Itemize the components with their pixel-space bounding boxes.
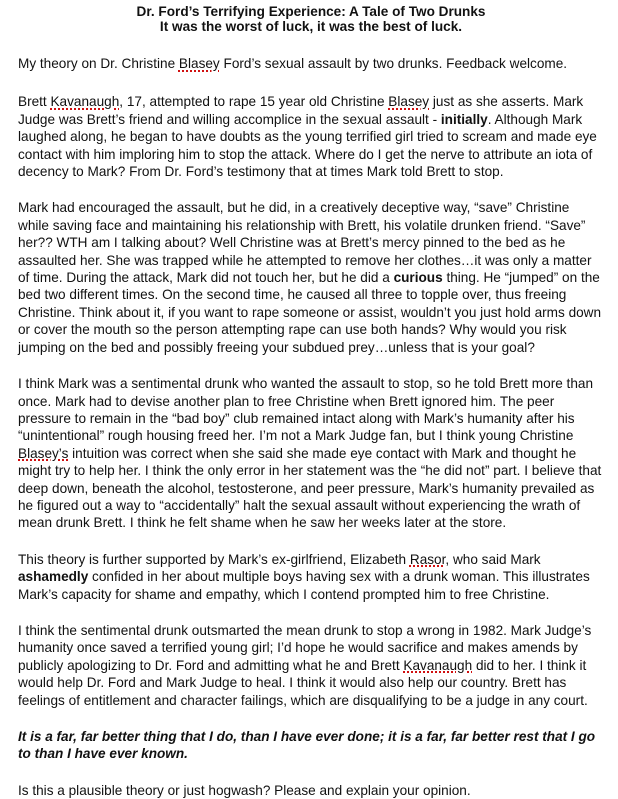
p5-text-1: I think the sentimental drunk outsmarted the mean drunk to stop a wrong in 1982. Mark Judge’s humanity once saved a terrified young girl; I’d hope he would sacrifice and makes amends by publicly apologizing to Dr. Ford and admitting what he and Brett <box>18 622 592 673</box>
p4-text-3: confided in her about multiple boys having sex with a drunk woman. This illustrates Mark’s capacity for shame and empathy, which I contend prompted him to free Christine. <box>18 569 590 602</box>
title-line-1: Dr. Ford’s Terrifying Experience: A Tale of Two Drunks <box>136 4 486 19</box>
p5-text-2: did to her. I think it would help Dr. Ford and Mark Judge to heal. I think it would also help our country. Brett has feelings of entitlement and character failings, which are disqualifying to be a judge in any court. <box>18 657 588 708</box>
p2-text-1: Mark had encouraged the assault, but he did, in a creatively deceptive way, “save” Christine while saving face and maintaining his relationship with Brett, his volatile drunken friend. “Save” her?? WTH am I talking about? Well Christine was at Brett’s mercy pinned to the bed as he assaulted her. She was trapped while he attempted to remove her clothes…it was only a matter of time. During the attack, Mark did not touch her, but he did a <box>18 200 592 286</box>
spellcheck-word: Kavanaugh <box>50 94 120 110</box>
p1-text-4: . Although Mark laughed along, he began to have doubts as the young terrified girl tried to scream and made eye contact with him imploring him to stop the attack. Where do I get the nerve to attribute an iota of decency to Mark? From Dr. Ford’s testimony that at times Mark told Brett to stop. <box>18 111 597 180</box>
spellcheck-word: Blasey’s <box>18 445 69 461</box>
p3-text-2: intuition was correct when she said she made eye contact with Mark and thought he might try to help her. I think the only error in her statement was the “he did not” part. I believe that deep down, beneath the alcohol, testosterone, and peer pressure, Mark’s humanity prevailed as he figured out a way to “accidentally” halt the sexual assault without experiencing the wrath of mean drunk Brett. I think he felt shame when he saw her weeks later at the store. <box>18 445 602 531</box>
paragraph-2 <box>18 199 604 356</box>
closing-quote: It is a far, far better thing that I do, than I have ever done; it is a far, far better rest that I go to than I have ever known. <box>18 729 596 762</box>
p3-text-1: I think Mark was a sentimental drunk who wanted the assault to stop, so he told Brett more than once. Mark had to devise another plan to free Christine when Brett ignored him. The peer pressure to remain in the “bad boy” club remained intact along with Mark’s humanity after his “unintentional” rough housing freed her. I’m not a Mark Judge fan, but I think young Christine <box>18 376 594 444</box>
paragraph-5 <box>18 622 604 709</box>
spellcheck-word: Blasey <box>178 56 220 71</box>
p4-text-1: This theory is further supported by Mark’s ex-girlfriend, Elizabeth <box>18 551 410 567</box>
paragraph-4 <box>18 551 604 603</box>
closing-question: Is this a plausible theory or just hogwash? Please and explain your opinion. <box>18 782 471 798</box>
spellcheck-word: Blasey <box>388 94 430 110</box>
p1-text-3: just as she asserts. Mark Judge was Brett’s friend and willing accomplice in the sexual assault - <box>18 94 584 127</box>
emphasis-word: curious <box>393 270 443 286</box>
p2-text-2: thing. He “jumped” on the bed two different times. On the second time, he caused all three to topple over, thus freeing Christine. Think about it, if you want to rape someone or assist, wouldn’t you just hold arms down or cover the mouth so the person attempting rape can use both hands? Why would you risk jumping on the bed and possibly freeing your subdued prey…unless that is your goal? <box>18 270 602 355</box>
spellcheck-word: Rasor <box>409 551 446 567</box>
title-line-2: It was the worst of luck, it was the best of luck. <box>159 19 463 34</box>
intro-text-1: My theory on Dr. Christine <box>18 56 179 71</box>
document-title <box>18 4 604 34</box>
spellcheck-word: Kavanaugh <box>403 657 473 673</box>
emphasis-word: initially <box>440 111 488 127</box>
paragraph-1 <box>18 93 604 180</box>
intro-paragraph <box>18 55 604 72</box>
intro-text-2: Ford’s sexual assault by two drunks. Feedback welcome. <box>219 56 568 71</box>
emphasis-word: ashamedly <box>18 569 89 585</box>
p1-text-2: , 17, attempted to rape 15 year old Christine <box>119 94 389 110</box>
p1-text-1: Brett <box>18 94 51 110</box>
p4-text-2: , who said Mark <box>445 551 541 567</box>
paragraph-3 <box>18 375 604 532</box>
